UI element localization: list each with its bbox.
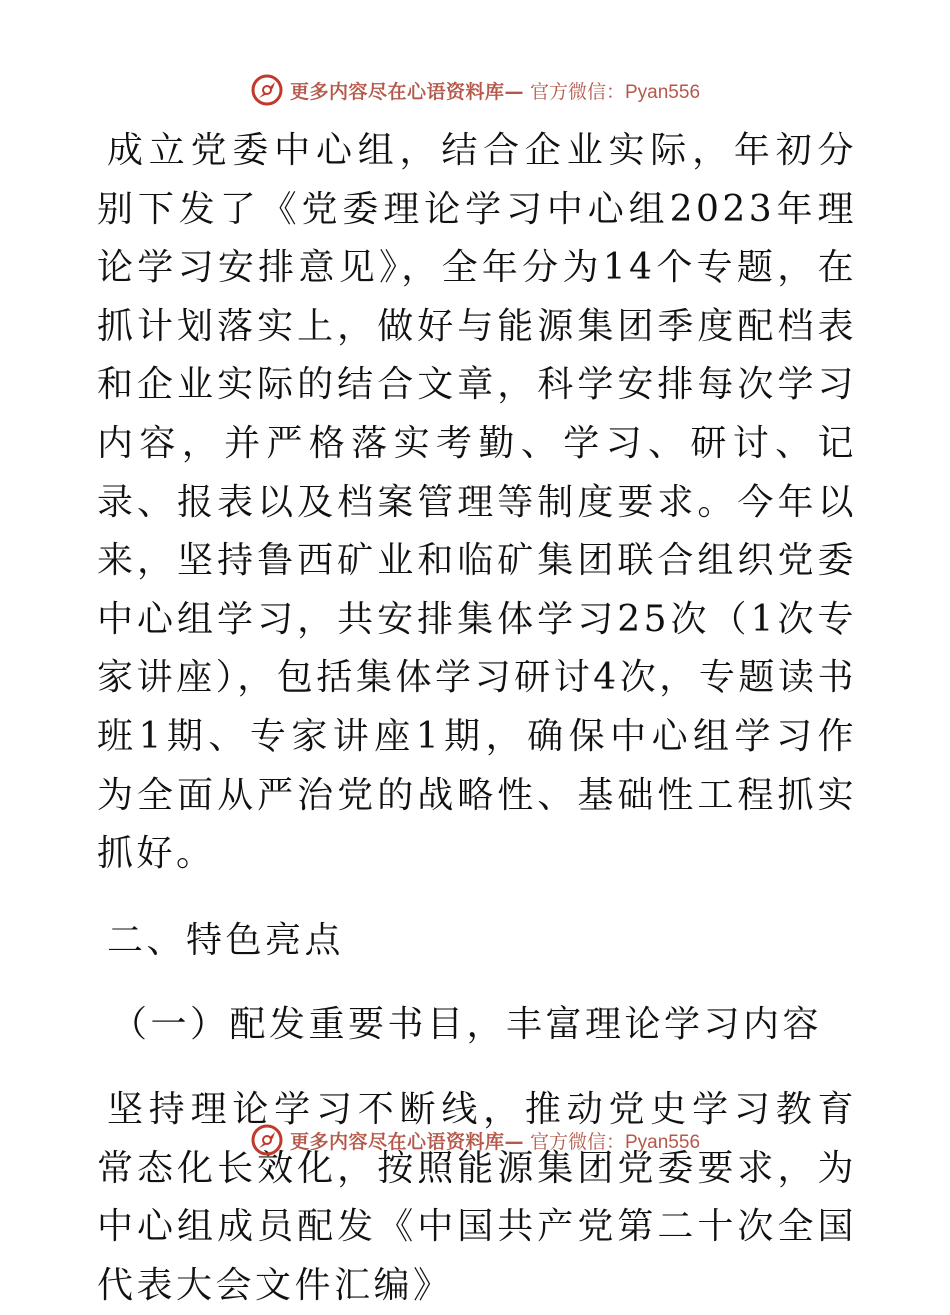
subsection-heading: （一）配发重要书目，丰富理论学习内容 <box>111 1004 823 1046</box>
section-heading: 二、特色亮点 <box>107 919 345 961</box>
banner-site-text: 更多内容尽在心语资料库— <box>289 80 524 103</box>
header-watermark-banner <box>0 70 950 110</box>
banner-site-text: 更多内容尽在心语资料库— <box>289 1130 524 1153</box>
banner-wechat-text: 官方微信：Pyan556 <box>530 1131 701 1153</box>
red-quill-logo-icon <box>250 73 284 107</box>
banner-wechat-text: 官方微信：Pyan556 <box>530 81 701 103</box>
red-quill-logo-icon <box>250 1123 284 1157</box>
paragraph-2: 坚持理论学习不断线，推动党史学习教育常态化长效化，按照能源集团党委要求，为中心组成员配发《中国共产党第二十次全国代表大会文件汇编》 <box>97 1088 857 1306</box>
paragraph-1: 成立党委中心组，结合企业实际，年初分别下发了《党委理论学习中心组2023年理论学习安排意见》，全年分为14个专题，在抓计划落实上，做好与能源集团季度配档表和企业实际的结合文章，科学安排每次学习内容，并严格落实考勤、学习、研讨、记录、报表以及档案管理等制度要求。今年以来，坚持鲁西矿业和临矿集团联合组织党委中心组学习，共安排集体学习25次（1次专家讲座），包括集体学习研讨4次，专题读书班1期、专家讲座1期，确保中心组学习作为全面从严治党的战略性、基础性工程抓实抓好。 <box>97 130 857 875</box>
footer-watermark-banner <box>0 1120 950 1160</box>
